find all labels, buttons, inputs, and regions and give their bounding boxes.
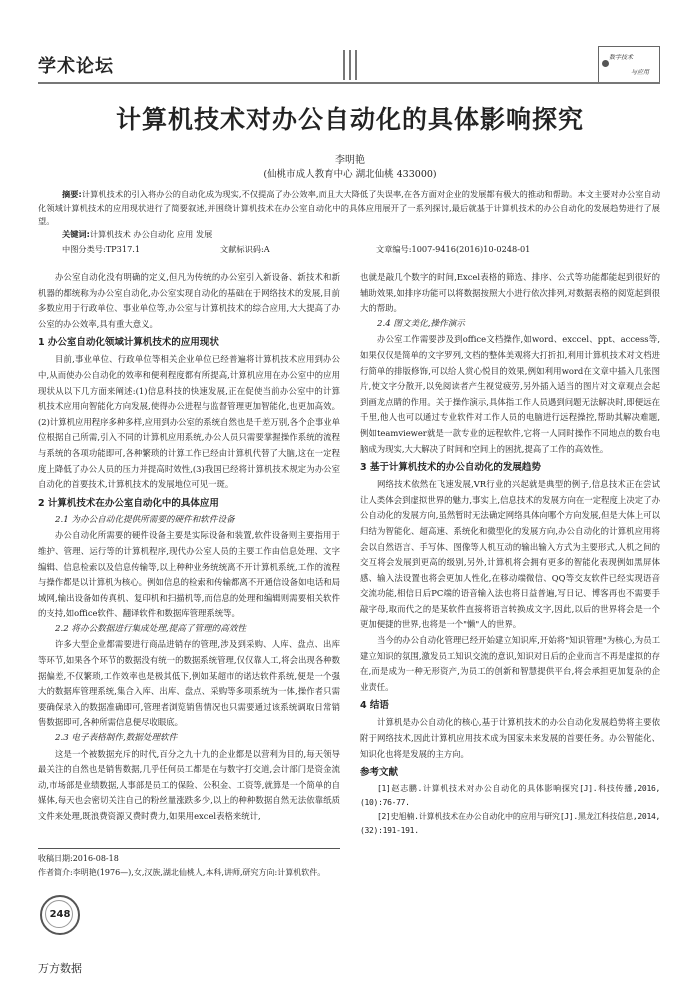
section-2-2-heading: 2.2 将办公数据进行集成处理,提高了管理的高效性	[55, 623, 247, 634]
abstract-label: 摘要:	[62, 189, 82, 199]
section-1-text: 目前,事业单位、行政单位等相关企业单位已经普遍将计算机技术应用到办公中,从而使办公自动化的效率和便利程度都有所提高,计算机应用在办公室中的应用现状从以下几方面来阐述:(1)信息科技的快速发展,正在促使当前办公室中的计算机技术应用向智能化方向发展,使得办公进程与监督管理更加智能化,也更加高效。(2)计算机应用程序多种多样,应用到办公室的系统自然也是千差万别,各个企事业单位根据自己所需,引入不同的计算机应用系统,办公人员只需要掌握操作系统的流程与系统的各项功能即可,各种繁琐的计算工作已经由计算机代替了大脑,这在一定程度上降低了办公人员的压力并提高时效性,(3)我国已经将计算机技术规定为办公室自动化的首要技术,计算机技术的发展地位可见一斑。	[38, 354, 340, 490]
intro-paragraph: 办公室自动化没有明确的定义,但凡为传统的办公室引入新设备、新技术和新机器的都统称为办公室自动化,办公室实现自动化的基础在于网络技术的发展,目前多数应用于行政单位、事业单位等,办公室与计算机技术的综合应用,大大提高了办公室的办公效率,具有重大意义。	[38, 272, 340, 329]
section-2-1-text: 办公自动化所需要的硬件设备主要是实际设备和装置,软件设备则主要指用于维护、管理、运行等的计算机程序,现代办公室人员的主要工作由信息处理、文字编辑、信息检索以及信息传输等,以上种种业务统统离不开计算机系统,工作的流程与操作都是以计算机为核心。例如信息的检索和传输都离不开通信设备如电话和局域网,输出设备如传真机、复印机和扫描机等,而信息的处理和编辑则需要相关软件的支持,如office软件、翻译软件和数据库管理系统等。	[38, 530, 340, 619]
section-2-3-continued: 也就是敲几个数字的时间,Excel表格的筛选、排序、公式等功能都能起到很好的辅助效果,如排序功能可以将数据按照大小进行依次排列,对数据表格的阅览起到很大的帮助。	[360, 272, 660, 314]
author-name: 李明艳	[335, 155, 365, 166]
page-number: 248	[49, 909, 71, 920]
footnote	[38, 852, 325, 880]
section-2-1-heading: 2.1 为办公自动化提供所需要的硬件和软件设备	[55, 514, 235, 525]
keywords	[62, 229, 212, 240]
header-rule	[38, 82, 660, 84]
section-3-text-1: 网络技术依然在飞速发展,VR行业的兴起就是典型的例子,信息技术正在尝试让人类体会到虚拟世界的魅力,事实上,信息技术的发展方向在一定程度上决定了办公自动化的发展方向,虽然暂时无法确定网络具体向哪个方向发展,但是大体上可以归结为智能化、超高速、系统化和微型化的发展方向,办公自动化的计算机应用将会以自然语言、手写体、图像等人机互动的输出输入方式为主要形式,人机之间的交互将会发展到更高的级别,另外,计算机将会拥有更多的智能化表现例如黑屏体感、输入法设置也将会更加人性化,在移动端微信、QQ等交友软件已经实现语音交流功能,相信日后PC端的语音输入法也将日益普遍,写日记、博客再也不需要手敲字母,取而代之的是某软件直接将语言转换成文字,因此,以后的世界将会是一个更加便捷的世界,也将是一个"懒"人的世界。	[360, 479, 660, 630]
logo-text-bottom: 与应用	[630, 69, 649, 76]
abstract	[38, 188, 660, 229]
watermark-text: 万方数据	[38, 962, 82, 975]
left-column	[38, 270, 340, 825]
reference-item: [2]史旭楠.计算机技术在办公自动化中的应用与研究[J].黑龙江科技信息,2014,(32):191-191.	[360, 812, 660, 836]
section-2-3-heading: 2.3 电子表格制作,数据处理软件	[55, 733, 178, 744]
section-2-2-text: 许多大型企业都需要进行商品进销存的管理,涉及到采购、人库、盘点、出库等环节,如果各个环节的数据没有统一的数据系统管理,仅仅靠人工,将会出现各种数据偏差,不仅繁琐,工作效率也是极其低下,例如某超市的诺达软件系统,便是一个强大的数据库管理系统,集合入库、出库、盘点、采购等多项系统为一体,操作者只需要确保录入的数据准确即可,管理者浏览销售情况也只需要通过该系统调取日常销售数据即可,各种所需信息便尽收眼底。	[38, 639, 340, 728]
section-2-heading: 2 计算机技术在办公室自动化中的具体应用	[38, 497, 219, 509]
section-4-text: 计算机是办公自动化的核心,基于计算机技术的办公自动化发展趋势将主要依附于网络技术,因此计算机应用技术成为国家未来发展的首要任务。办公智能化、知识化也将是发展的主方向。	[360, 717, 660, 759]
keywords-label: 关键词:	[62, 229, 90, 239]
document-code: 文献标识码:A	[220, 244, 270, 254]
section-4-heading: 4 结语	[360, 700, 389, 712]
article-number: 文章编号:1007-9416(2016)10-0248-01	[376, 244, 531, 254]
clc-number: 中图分类号:TP317.1	[62, 244, 141, 254]
section-2-4-heading: 2.4 图文美化,操作演示	[377, 318, 465, 329]
header-divider-bars	[343, 50, 357, 80]
section-1-heading: 1 办公室自动化领域计算机技术的应用现状	[38, 337, 219, 349]
page-header	[38, 44, 660, 84]
section-3-text-2: 当今的办公自动化管理已经开始建立知识库,开始将"知识管理"为核心,为员工建立知识的氛围,激发员工知识交流的意识,知识对日后的企业而言不再是虚拟的存在,而是成为一种无形资产,为员工的创新和智慧提供平台,将会承担更加复杂的企业责任。	[360, 635, 660, 692]
received-date: 收稿日期:2016-08-18	[38, 854, 119, 863]
section-label: 学术论坛	[38, 56, 114, 77]
references-heading: 参考文献	[360, 767, 399, 779]
author-affiliation: (仙桃市成人教育中心 湖北仙桃 433000)	[263, 169, 437, 180]
journal-logo	[598, 46, 660, 84]
right-column	[360, 270, 660, 838]
logo-text-top: 数字技术	[609, 54, 634, 61]
keywords-text: 计算机技术 办公自动化 应用 发展	[89, 229, 213, 239]
logo-dot-icon	[602, 60, 609, 67]
section-2-4-text: 办公室工作需要涉及到office文档操作,如word、exccel、ppt、access等,如果仅仅是简单的文字罗列,文档的整体美观将大打折扣,利用计算机技术对文档进行简单的排版修饰,可以给人赏心悦目的效果,例如利用word在文章中插入几张图片,使文字分散开,以免阅读者产生视觉疲劳,另外插入适当的图片对文章观点会起到画龙点睛的作用。关于操作演示,具体指工作人员遇到问题无法解决时,即便远在千里,他人也可以通过专业软件对工作人员的电脑进行远程操控,帮助其解决难题,例如teamviewer就是一款专业的远程软件,它将一人同时操作不同地点的数台电脑成为现实,大大解决了时间和空间上的困扰,提高了工作的高效性。	[360, 334, 660, 454]
article-title: 计算机技术对办公自动化的具体影响探究	[115, 105, 584, 134]
abstract-text: 计算机技术的引入将办公的自动化成为现实,不仅提高了办公效率,而且大大降低了失误率,在各方面对企业的发展都有极大的推动和帮助。本文主要对办公室自动化领域计算机技术的应用现状进行了简要叙述,并围绕计算机技术在办公室自动化中的具体应用展开了一系列探讨,最后就基于计算机技术的办公自动化的发展趋势进行了展望。	[38, 189, 661, 226]
page-number-badge	[40, 895, 80, 935]
reference-item: [1]赵志鹏.计算机技术对办公自动化的具体影响探究[J].科技传播,2016,(10):76-77.	[360, 784, 660, 808]
section-3-heading: 3 基于计算机技术的办公自动化的发展趋势	[360, 462, 541, 474]
author-bio: 作者简介:李明艳(1976—),女,汉族,湖北仙桃人,本科,讲师,研究方向:计算机软件。	[38, 868, 326, 877]
footnote-rule	[38, 848, 340, 849]
section-2-3-text: 这是一个被数据充斥的时代,百分之九十九的企业都是以营利为目的,每天领导最关注的自然也是销售数据,几乎任何员工都是在与数字打交道,会计部门是资金流动,市场部是业绩数据,人事部是员工的保险、公积金、工资等,就算是一个简单的自媒体,每天也会密切关注自己的粉丝量涨跌多少,以上的种种数据自然无法依靠纸质文件来处理,既浪费资源又费时费力,如果用excel表格来统计,	[38, 748, 340, 821]
